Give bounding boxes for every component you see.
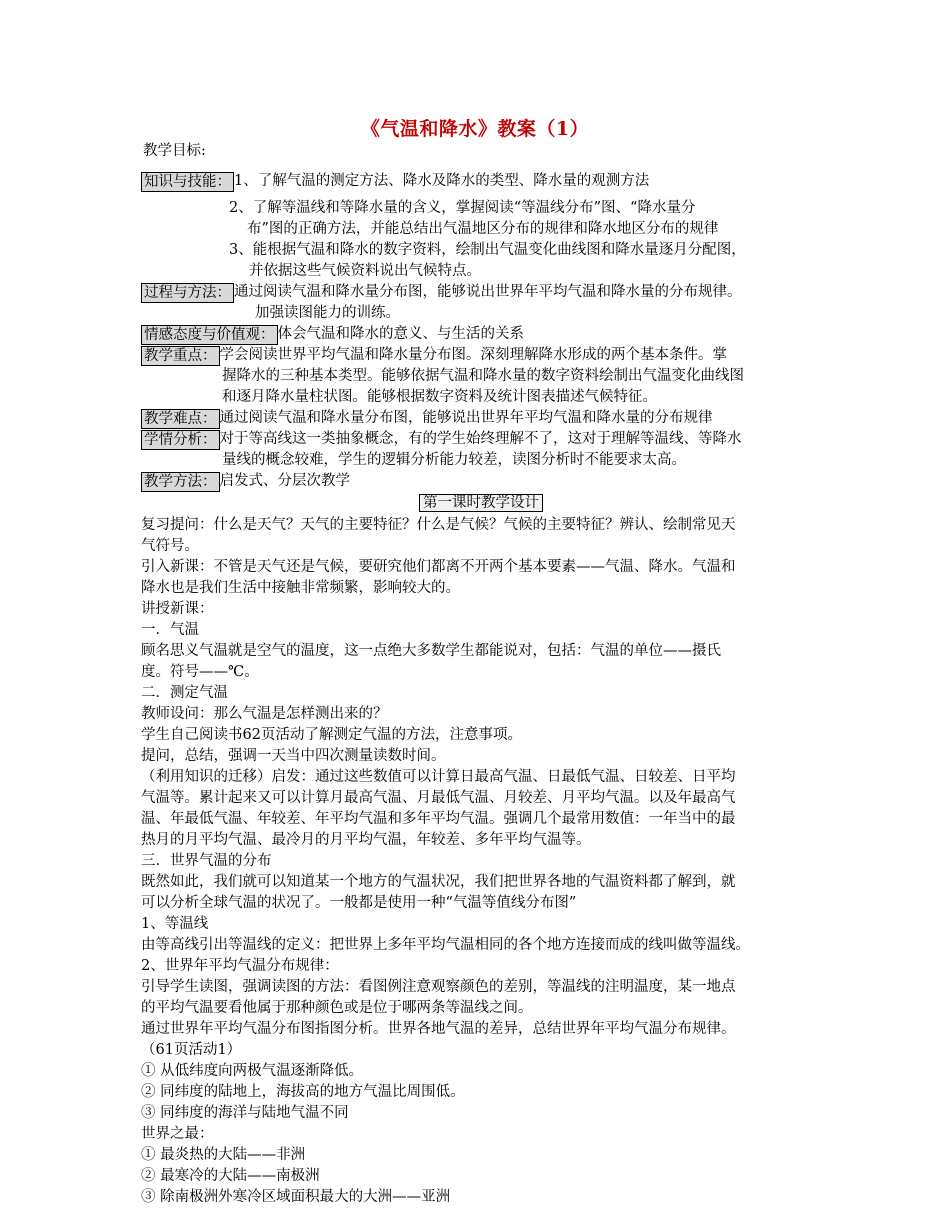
key-points-text-2: 握降水的三种基本类型。能够依据气温和降水量的数字资料绘制出气温变化曲线图 bbox=[222, 368, 744, 384]
analysis-text-1: 对于等高线这一类抽象概念，有的学生始终理解不了，这对于理解等温线、等降水 bbox=[219, 431, 742, 447]
attitude-label: 情感态度与价值观： bbox=[141, 325, 278, 345]
lesson-body bbox=[141, 515, 821, 1208]
section-heading: 二．测定气温 bbox=[141, 685, 228, 701]
list-item: ③ 同纬度的海洋与陆地气温不同 bbox=[141, 1105, 349, 1121]
section-heading: 一．气温 bbox=[141, 622, 199, 638]
section-heading: 三．世界气温的分布 bbox=[141, 853, 272, 869]
attitude-row bbox=[141, 324, 821, 345]
objectives-label: 教学目标: bbox=[143, 143, 206, 159]
methods-row bbox=[141, 471, 821, 492]
list-item: ② 最寒冷的大陆——南极洲 bbox=[141, 1168, 320, 1184]
body-line: 的平均气温要看他属于那种颜色或是位于哪两条等温线之间。 bbox=[141, 1000, 533, 1016]
list-item: ① 最炎热的大陆——非洲 bbox=[141, 1147, 306, 1163]
body-line: 世界之最： bbox=[141, 1126, 214, 1142]
document-title: 《气温和降水》教案（1） bbox=[360, 118, 590, 140]
knowledge-item-3-line-1: 3、能根据气温和降水的数字资料，绘制出气温变化曲线图和降水量逐月分配图， bbox=[229, 242, 746, 258]
lesson-heading-container bbox=[141, 493, 821, 514]
key-points-text-1: 学会阅读世界平均气温和降水量分布图。深刻理解降水形成的两个基本条件。掌 bbox=[219, 347, 727, 363]
body-line: 气温等。累计起来又可以计算月最高气温、月最低气温、月较差、月平均气温。以及年最高气 bbox=[141, 790, 736, 806]
attitude-text: 体会气温和降水的意义、与生活的关系 bbox=[277, 326, 524, 342]
body-line: 提问，总结，强调一天当中四次测量读数时间。 bbox=[141, 748, 446, 764]
key-points-row bbox=[141, 345, 821, 366]
body-line: 教师设问：那么气温是怎样测出来的？ bbox=[141, 706, 388, 722]
methods-label: 教学方法： bbox=[141, 472, 220, 492]
body-line: 通过世界年平均气温分布图指图分析。世界各地气温的差异，总结世界年平均气温分布规律。 bbox=[141, 1021, 736, 1037]
body-line: 气符号。 bbox=[141, 538, 199, 554]
knowledge-item-2-line-1: 2、了解等温线和等降水量的含义，掌握阅读“等温线分布”图、“降水量分 bbox=[229, 200, 696, 216]
subsection-heading: 1、等温线 bbox=[141, 916, 209, 932]
difficulties-label: 教学难点： bbox=[141, 409, 220, 429]
body-line: 温、年最低气温、年较差、年平均气温和多年平均气温。强调几个最常用数值：一年当中的最 bbox=[141, 811, 736, 827]
analysis-label: 学情分析： bbox=[141, 430, 220, 450]
analysis-text-2: 量线的概念较难，学生的逻辑分析能力较差，读图分析时不能要求太高。 bbox=[222, 452, 686, 468]
subsection-heading: 2、世界年平均气温分布规律： bbox=[141, 958, 339, 974]
lesson-plan-content bbox=[141, 171, 821, 1208]
body-line: 讲授新课： bbox=[141, 601, 214, 617]
list-item: ② 同纬度的陆地上，海拔高的地方气温比周围低。 bbox=[141, 1084, 465, 1100]
knowledge-item-2-line-2: 布”图的正确方法，并能总结出气温地区分布的规律和降水地区分布的规律 bbox=[247, 221, 719, 237]
methods-text: 启发式、分层次教学 bbox=[219, 473, 350, 489]
key-points-text-3: 和逐月降水量柱状图。能够根据数字资料及统计图表描述气候特征。 bbox=[222, 389, 657, 405]
knowledge-item-3 bbox=[141, 240, 821, 282]
body-line: （利用知识的迁移）启发：通过这些数值可以计算日最高气温、日最低气温、日较差、日平均 bbox=[141, 769, 736, 785]
body-line: （61页活动1） bbox=[141, 1042, 242, 1058]
process-methods-label: 过程与方法： bbox=[141, 283, 234, 303]
body-line: 顾名思义气温就是空气的温度，这一点绝大多数学生都能说对，包括：气温的单位——摄氏 bbox=[141, 643, 721, 659]
body-line: 学生自己阅读书62页活动了解测定气温的方法，注意事项。 bbox=[141, 727, 522, 743]
difficulties-row bbox=[141, 408, 821, 429]
body-line: 复习提问：什么是天气？天气的主要特征？什么是气候？气候的主要特征？辨认、绘制常见天 bbox=[141, 517, 736, 533]
body-line: 度。符号——℃。 bbox=[141, 664, 259, 680]
body-line: 既然如此，我们就可以知道某一个地方的气温状况，我们把世界各地的气温资料都了解到，就 bbox=[141, 874, 736, 890]
body-line: 引入新课：不管是天气还是气候，要研究他们都离不开两个基本要素——气温、降水。气温和 bbox=[141, 559, 736, 575]
knowledge-item-2 bbox=[141, 198, 821, 240]
body-line: 由等高线引出等温线的定义：把世界上多年平均气温相同的各个地方连接而成的线叫做等温线。 bbox=[141, 937, 750, 953]
body-line: 降水也是我们生活中接触非常频繁，影响较大的。 bbox=[141, 580, 460, 596]
analysis-row bbox=[141, 429, 821, 450]
process-methods-text-2: 加强读图能力的训练。 bbox=[255, 305, 400, 321]
process-methods-text: 通过阅读气温和降水量分布图，能够说出世界年平均气温和降水量的分布规律。 bbox=[234, 284, 742, 300]
knowledge-skills-label: 知识与技能： bbox=[141, 172, 234, 192]
knowledge-skills-row bbox=[141, 171, 821, 192]
body-line: 可以分析全球气温的状况了。一般都是使用一种“气温等值线分布图” bbox=[141, 895, 577, 911]
difficulties-text: 通过阅读气温和降水量分布图，能够说出世界年平均气温和降水量的分布规律 bbox=[219, 410, 713, 426]
body-line: 引导学生读图，强调读图的方法：看图例注意观察颜色的差别，等温线的注明温度，某一地点 bbox=[141, 979, 736, 995]
knowledge-item-1: 1、了解气温的测定方法、降水及降水的类型、降水量的观测方法 bbox=[234, 173, 650, 189]
key-points-label: 教学重点： bbox=[141, 346, 220, 366]
list-item: ③ 除南极洲外寒冷区域面积最大的大洲——亚洲 bbox=[141, 1189, 451, 1205]
knowledge-item-3-line-2: 并依据这些气候资料说出气候特点。 bbox=[249, 263, 481, 279]
list-item: ① 从低纬度向两极气温逐渐降低。 bbox=[141, 1063, 364, 1079]
body-line: 热月的月平均气温、最冷月的月平均气温，年较差、多年平均气温等。 bbox=[141, 832, 591, 848]
lesson-heading: 第一课时教学设计 bbox=[419, 494, 543, 512]
process-methods-row bbox=[141, 282, 821, 303]
